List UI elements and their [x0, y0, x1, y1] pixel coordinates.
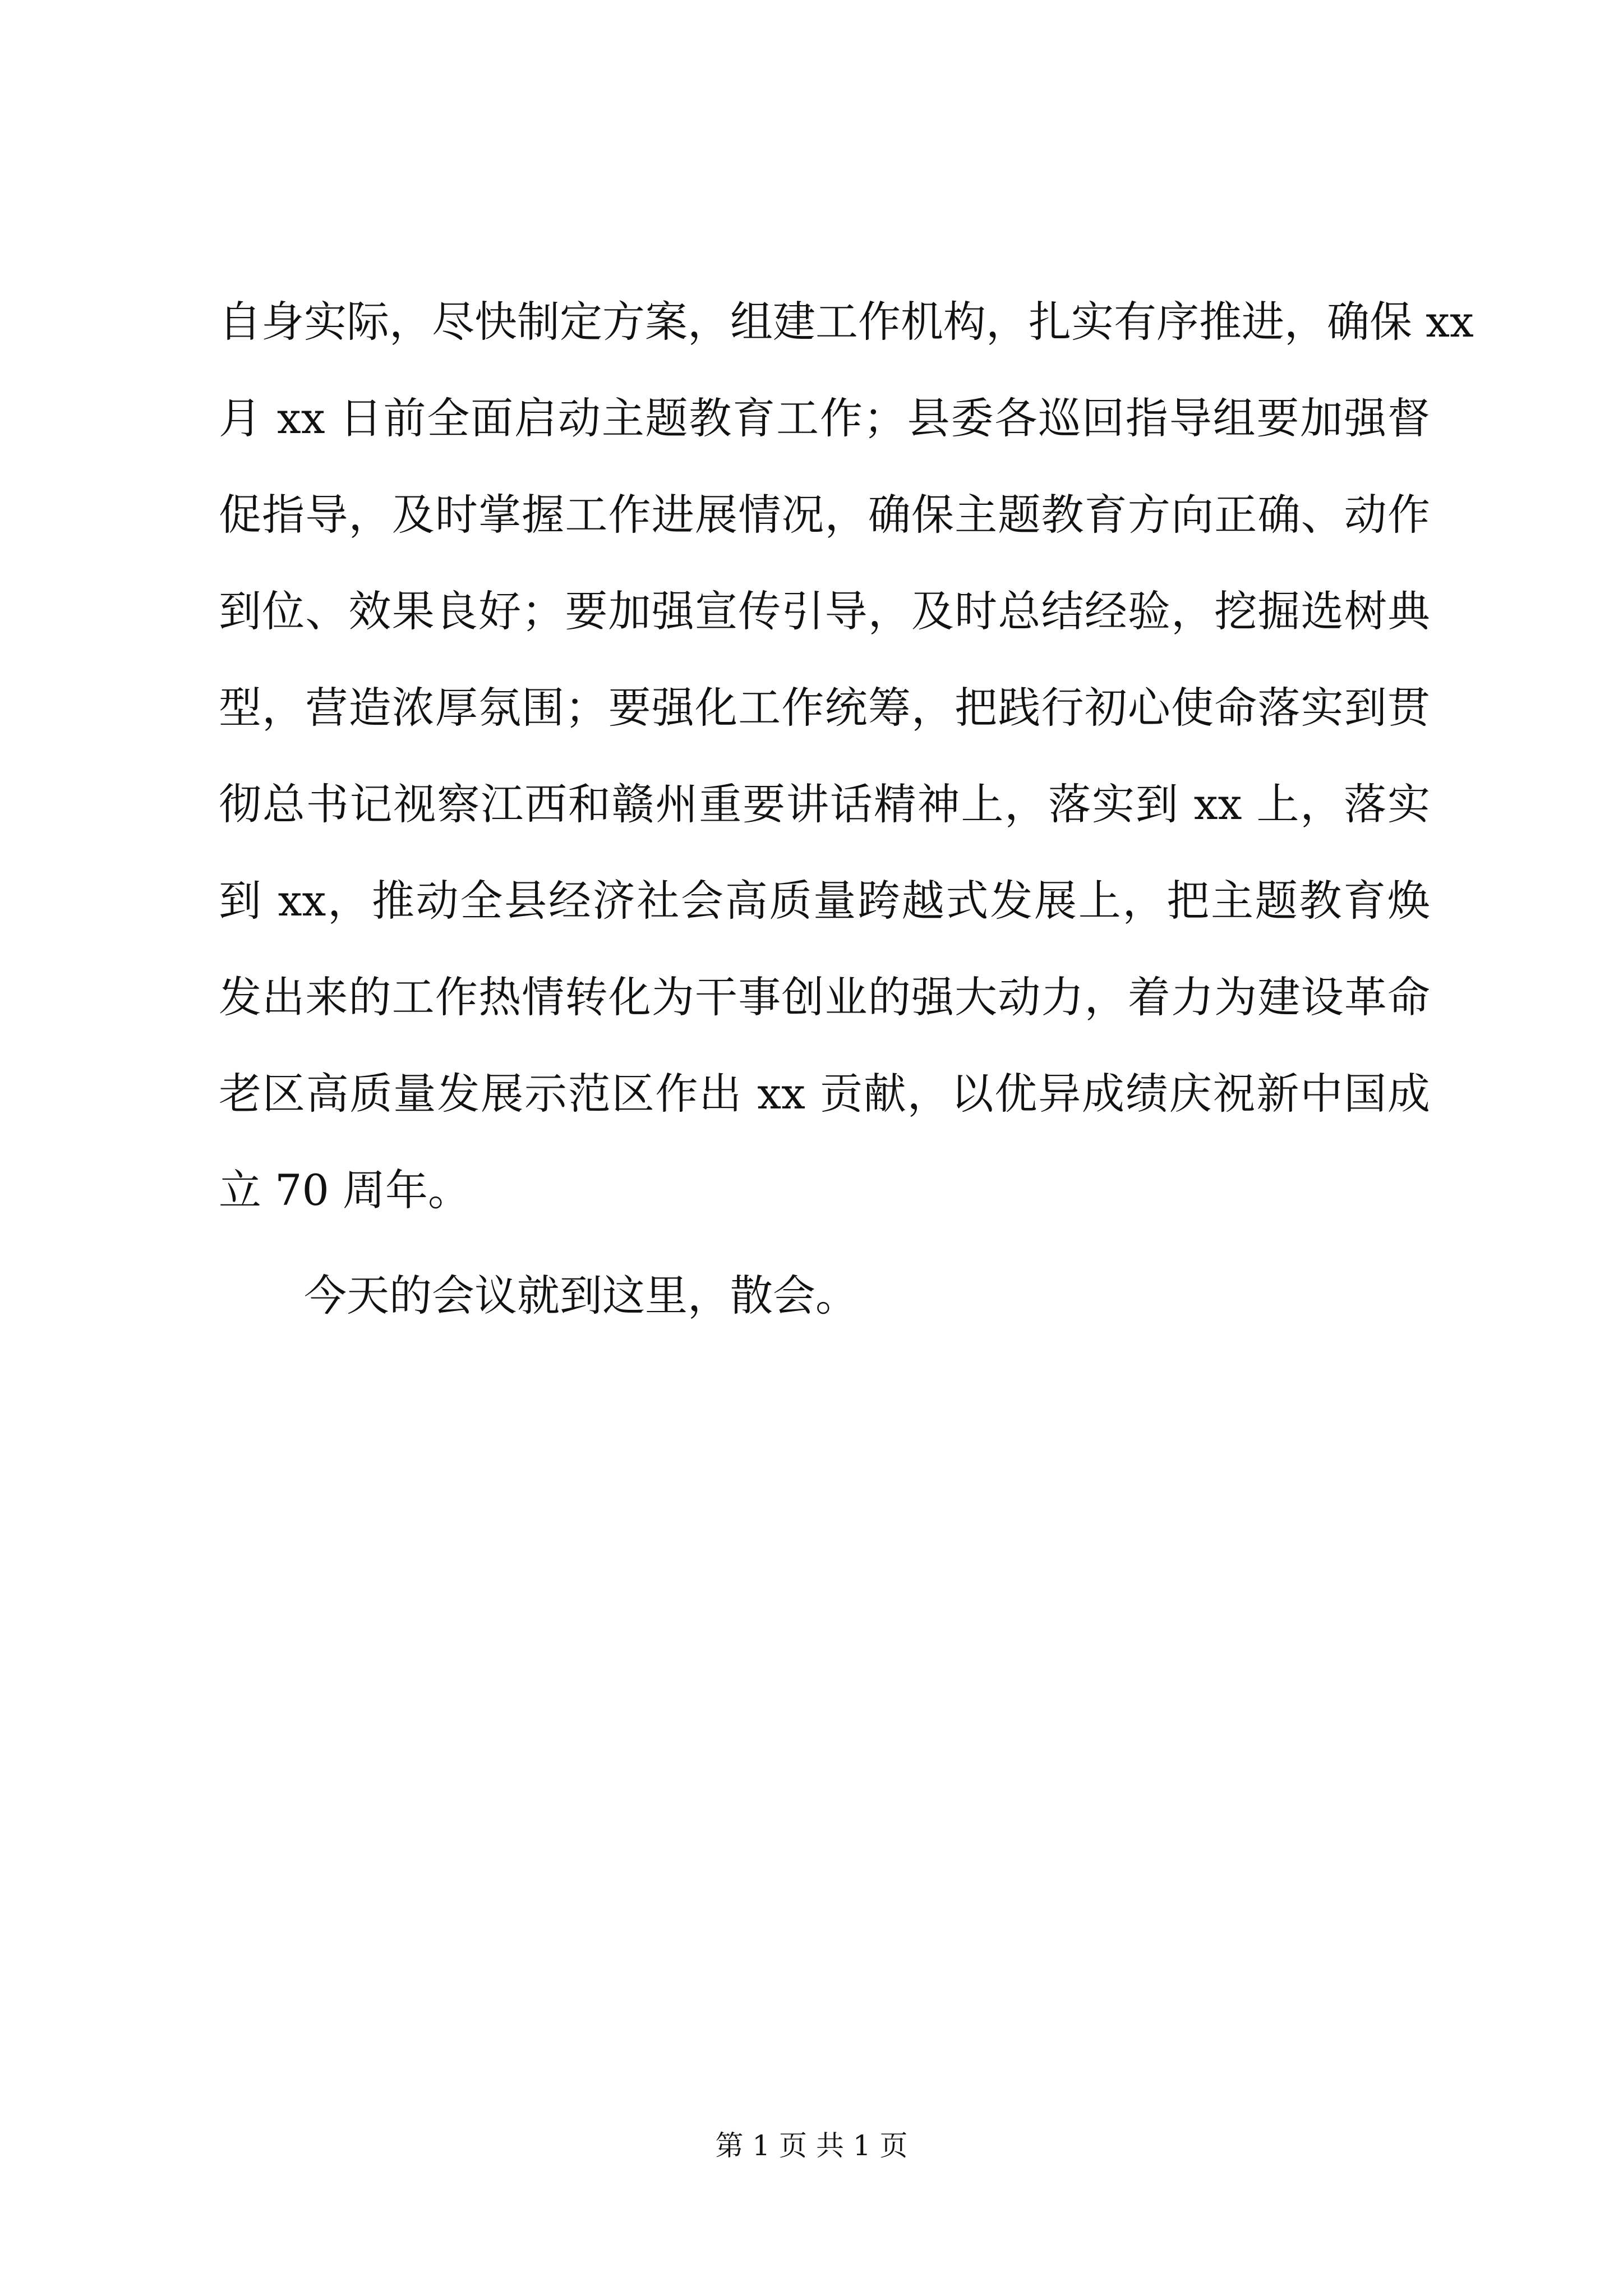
paragraph-1-line-10: 立 70 周年。: [219, 1165, 471, 1215]
page-footer: [0, 2126, 1623, 2165]
document-body: [219, 274, 1474, 1344]
paragraph-1-line-1: 自身实际，尽快制定方案，组建工作机构，扎实有序推进，确保 xx: [219, 297, 1474, 347]
paragraph-1-line-7: 到 xx，推动全县经济社会高质量跨越式发展上，把主题教育焕: [219, 876, 1430, 926]
paragraph-1-line-9: 老区高质量发展示范区作出 xx 贡献，以优异成绩庆祝新中国成: [219, 1069, 1430, 1119]
page-number-label: 第 1 页 共 1 页: [715, 2129, 908, 2162]
paragraph-2: [219, 1248, 1430, 1344]
paragraph-1-line-4: 到位、效果良好；要加强宣传引导，及时总结经验，挖掘选树典: [219, 586, 1430, 636]
paragraph-1-line-3: 促指导，及时掌握工作进展情况，确保主题教育方向正确、动作: [219, 490, 1430, 540]
paragraph-1-line-8: 发出来的工作热情转化为干事创业的强大动力，着力为建设革命: [219, 972, 1430, 1022]
paragraph-1-line-2: 月 xx 日前全面启动主题教育工作；县委各巡回指导组要加强督: [219, 393, 1430, 443]
paragraph-1-line-6: 彻总书记视察江西和赣州重要讲话精神上，落实到 xx 上，落实: [219, 779, 1430, 829]
paragraph-2-text: 今天的会议就到这里，散会。: [304, 1271, 858, 1320]
paragraph-1: [219, 274, 1474, 1239]
paragraph-1-line-5: 型，营造浓厚氛围；要强化工作统筹，把践行初心使命落实到贯: [219, 683, 1430, 733]
